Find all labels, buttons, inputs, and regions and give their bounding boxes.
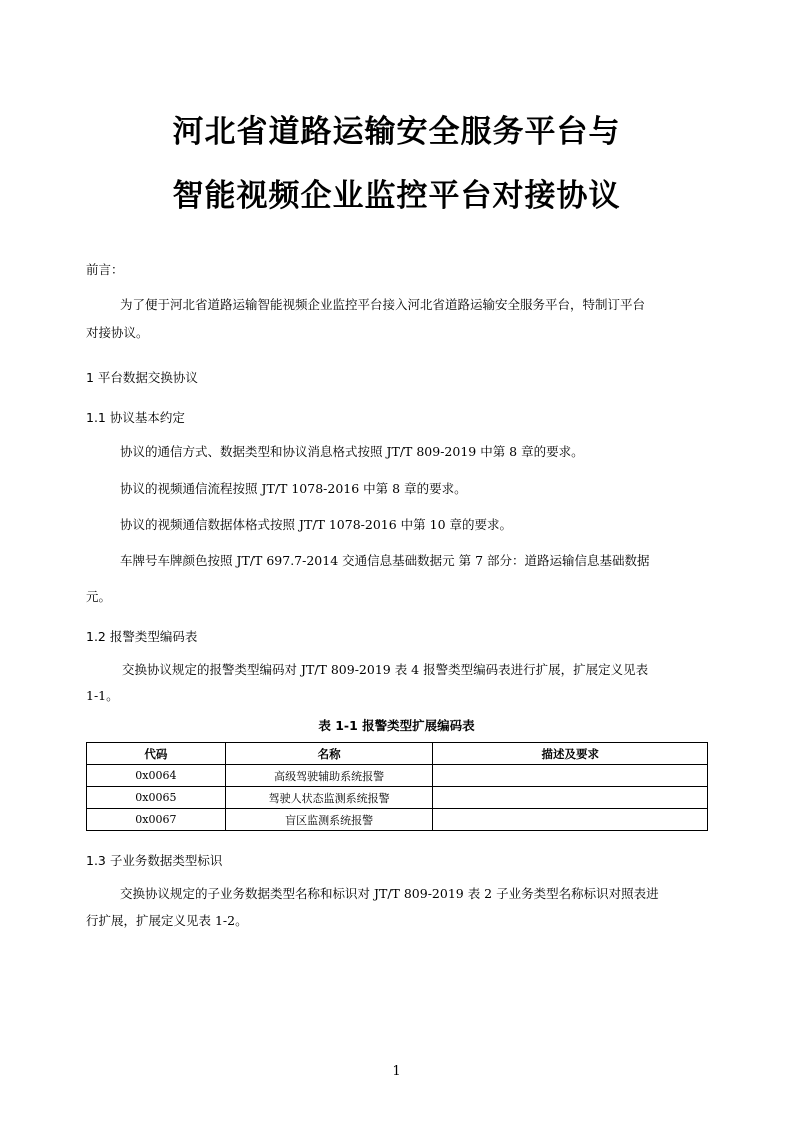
section-1-3-paragraph-line1: 交换协议规定的子业务数据类型名称和标识对 JT/T 809-2019 表 2 子业务类型名称标识对照表进 bbox=[120, 886, 659, 901]
section-1-2-paragraph-line2: 1-1。 bbox=[86, 688, 119, 703]
table-row bbox=[87, 787, 708, 809]
section-1-2-paragraph-line1: 交换协议规定的报警类型编码对 JT/T 809-2019 表 4 报警类型编码表进行扩展，扩展定义见表 bbox=[122, 662, 649, 677]
table-row bbox=[87, 809, 708, 831]
document-title-line1: 河北省道路运输安全服务平台与 bbox=[172, 114, 621, 150]
section-1-heading: 1 平台数据交换协议 bbox=[86, 370, 198, 385]
table-caption: 表 1-1 报警类型扩展编码表 bbox=[318, 718, 475, 733]
table-header-row bbox=[87, 743, 708, 765]
table-cell-code: 0x0064 bbox=[87, 765, 226, 787]
section-1-1-paragraph-2: 协议的视频通信流程按照 JT/T 1078-2016 中第 8 章的要求。 bbox=[120, 481, 467, 496]
preface-text-line1: 为了便于河北省道路运输智能视频企业监控平台接入河北省道路运输安全服务平台，特制订平台 bbox=[120, 297, 646, 312]
section-1-3-paragraph-line2: 行扩展，扩展定义见表 1-2。 bbox=[86, 913, 248, 928]
preface-text-line2: 对接协议。 bbox=[86, 325, 149, 340]
table-header-description: 描述及要求 bbox=[433, 743, 708, 765]
table-cell-name: 高级驾驶辅助系统报警 bbox=[225, 765, 433, 787]
table-row bbox=[87, 765, 708, 787]
table-header-code: 代码 bbox=[87, 743, 226, 765]
table-cell-description bbox=[433, 765, 708, 787]
section-1-3-heading: 1.3 子业务数据类型标识 bbox=[86, 853, 223, 868]
table-cell-description bbox=[433, 809, 708, 831]
section-1-1-paragraph-1: 协议的通信方式、数据类型和协议消息格式按照 JT/T 809-2019 中第 8 章的要求。 bbox=[120, 444, 584, 459]
section-1-2-heading: 1.2 报警类型编码表 bbox=[86, 629, 198, 644]
section-1-1-heading: 1.1 协议基本约定 bbox=[86, 410, 185, 425]
table-cell-code: 0x0067 bbox=[87, 809, 226, 831]
table-cell-code: 0x0065 bbox=[87, 787, 226, 809]
page-number: 1 bbox=[392, 1064, 401, 1079]
section-1-1-paragraph-3: 协议的视频通信数据体格式按照 JT/T 1078-2016 中第 10 章的要求。 bbox=[120, 517, 513, 532]
table-cell-description bbox=[433, 787, 708, 809]
document-title-line2: 智能视频企业监控平台对接协议 bbox=[172, 178, 621, 214]
alarm-type-table bbox=[86, 742, 708, 831]
table-cell-name: 驾驶人状态监测系统报警 bbox=[225, 787, 433, 809]
table-header-name: 名称 bbox=[225, 743, 433, 765]
table-cell-name: 盲区监测系统报警 bbox=[225, 809, 433, 831]
section-1-1-paragraph-4-line1: 车牌号车牌颜色按照 JT/T 697.7-2014 交通信息基础数据元 第 7 部分：道路运输信息基础数据 bbox=[120, 553, 650, 568]
preface-heading: 前言： bbox=[86, 262, 124, 277]
section-1-1-paragraph-4-line2: 元。 bbox=[86, 589, 112, 604]
